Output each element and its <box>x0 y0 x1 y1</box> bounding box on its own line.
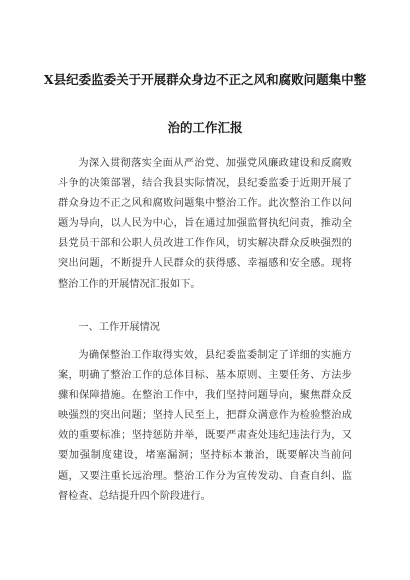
intro-paragraph: 为深入贯彻落实全面从严治党、加强党风廉政建设和反腐败斗争的决策部署，结合我县实际情况，县纪委监委于近期开展了群众身边不正之风和腐败问题集中整治工作。此次整治工作以问题为导向，以人民为中心，旨在通过加强监督执纪问责，推动全县党员干部和公职人员改进工作作风，切实解决群众反映强烈的突出问题，不断提升人民群众的获得感、幸福感和安全感。现将整治工作的开展情况汇报如下。 <box>58 158 352 290</box>
document-title-line-1: X县纪委监委关于开展群众身边不正之风和腐败问题集中整 <box>43 72 367 87</box>
document-title-line-2: 治的工作汇报 <box>167 120 243 135</box>
section-paragraph: 为确保整治工作取得实效，县纪委监委制定了详细的实施方案，明确了整治工作的总体目标、基本原则、主要任务、方法步骤和保障措施。在整治工作中，我们坚持问题导向，聚焦群众反映强烈的突出问题；坚持人民至上，把群众满意作为检验整治成效的重要标准；坚持惩防并举，既要严肃查处违纪违法行为，又要加强制度建设，堵塞漏洞；坚持标本兼治，既要解决当前问题，又要注重长远治理。整治工作分为宣传发动、自查自纠、监督检查、总结提升四个阶段进行。 <box>58 350 352 502</box>
section-heading: 一、工作开展情况 <box>78 322 160 333</box>
